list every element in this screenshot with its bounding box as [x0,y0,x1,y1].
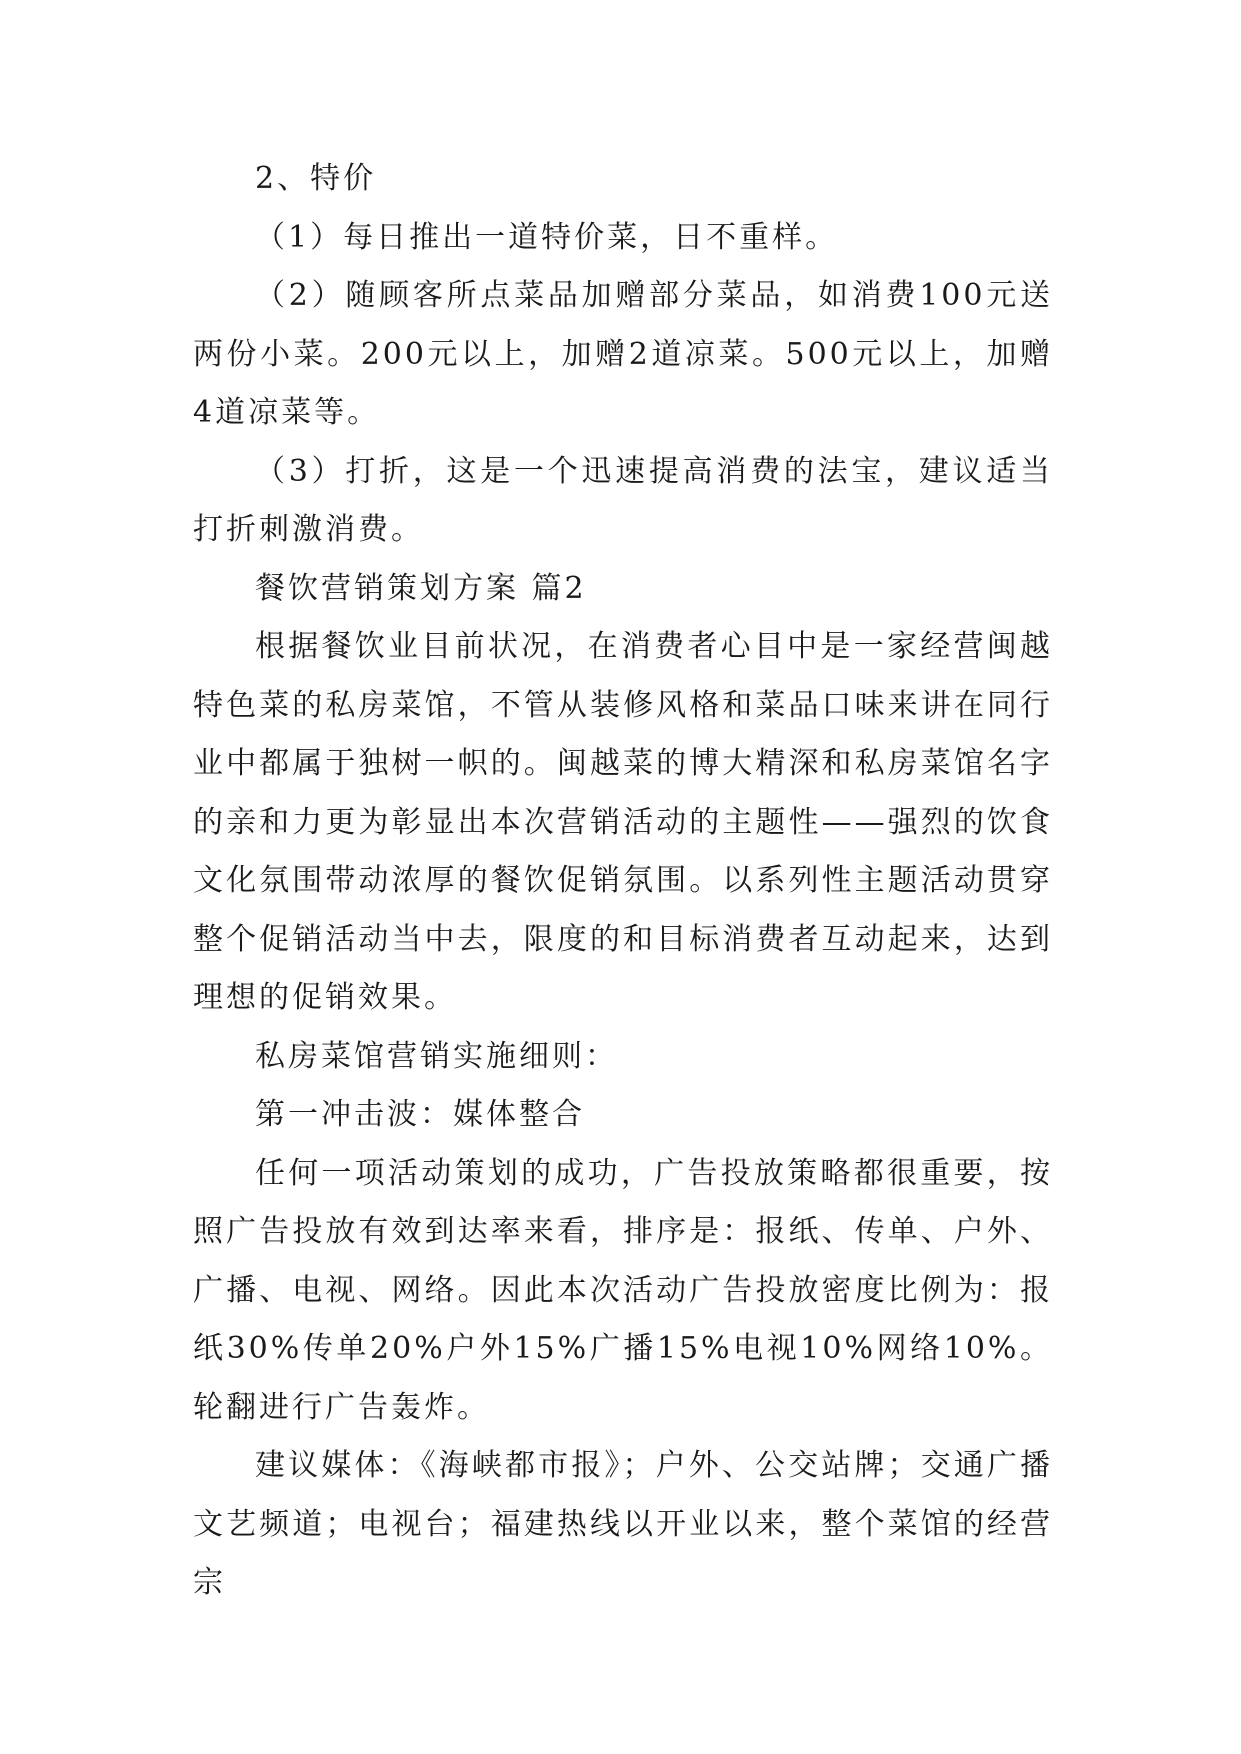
paragraph-item-2: （2）随顾客所点菜品加赠部分菜品，如消费100元送两份小菜。200元以上，加赠2道凉菜。500元以上，加赠4道凉菜等。 [193,278,1053,430]
paragraph-item-3: （3）打折，这是一个迅速提高消费的法宝，建议适当打折刺激消费。 [193,453,1053,547]
paragraph-wave-one-heading: 第一冲击波：媒体整合 [255,1097,585,1132]
paragraph-heading-special-price: 2、特价 [255,161,377,196]
paragraph-rules-heading: 私房菜馆营销实施细则： [255,1038,618,1074]
document-body [193,150,1053,1613]
paragraph-item-1: （1）每日推出一道特价菜，日不重样。 [255,219,839,255]
paragraph-background: 根据餐饮业目前状况，在消费者心目中是一家经营闽越特色菜的私房菜馆，不管从装修风格和菜品口味来讲在同行业中都属于独树一帜的。闽越菜的博大精深和私房菜馆名字的亲和力更为彰显出本次营销活动的主题性——强烈的饮食文化氛围带动浓厚的餐饮促销氛围。以系列性主题活动贯穿整个促销活动当中去，限度的和目标消费者互动起来，达到理想的促销效果。 [193,629,1053,1015]
paragraph-suggested-media: 建议媒体：《海峡都市报》；户外、公交站牌；交通广播文艺频道；电视台；福建热线以开业以来，整个菜馆的经营宗 [193,1448,1053,1600]
paragraph-media-strategy: 任何一项活动策划的成功，广告投放策略都很重要，按照广告投放有效到达率来看，排序是：报纸、传单、户外、广播、电视、网络。因此本次活动广告投放密度比例为：报纸30%传单20%户外15%广播15%电视10%网络10%。轮翻进行广告轰炸。 [193,1155,1053,1425]
section-title: 餐饮营销策划方案 篇2 [255,570,587,606]
